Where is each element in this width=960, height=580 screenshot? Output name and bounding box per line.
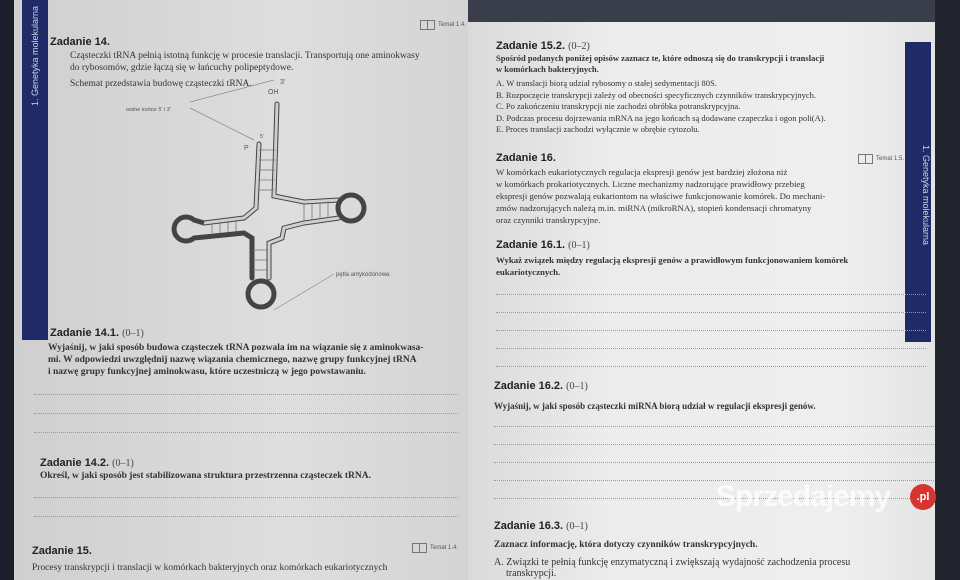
temat-ref-16 [858, 154, 904, 164]
text-line: i nazwę grupy funkcyjnej aminokwasu, które uczestniczą w jego powstawaniu. [48, 367, 366, 377]
chapter-label: 1. Genetyka molekularna [30, 6, 40, 107]
task-16-2-title [494, 380, 588, 392]
task-14-2-text: Określ, w jaki sposób jest stabilizowana struktura przestrzenna cząsteczek tRNA. [40, 471, 371, 481]
text-line: eukariotycznych. [496, 267, 561, 277]
points: (0–2) [568, 41, 590, 52]
answer-line[interactable] [496, 348, 926, 349]
task-14-2-title [40, 457, 134, 469]
points: (0–1) [568, 240, 590, 251]
text-line: Wykaż związek między regulacją ekspresji genów a prawidłowym funkcjonowaniem komórek [496, 255, 849, 265]
trna-diagram [104, 78, 404, 323]
t-loop [338, 195, 364, 221]
watermark-logo: Sprzedajemy [716, 480, 891, 513]
book-icon [412, 543, 427, 553]
text-line: Spośród podanych poniżej opisów zaznacz te, które odnoszą się do transkrypcji i translacji [496, 53, 825, 63]
task-16-1-title [496, 239, 590, 251]
title: Zadanie 14.2. [40, 457, 110, 469]
chapter-strip-right [905, 42, 931, 342]
points: (0–1) [566, 521, 588, 532]
answer-line[interactable] [34, 497, 458, 498]
option-a[interactable]: A. Związki te pełnią funkcję enzymatyczną i zwiększają wydajność zachodzenia procesu [494, 557, 851, 568]
text-line: W komórkach eukariotycznych regulacja ekspresji genów jest bardziej złożona niż [496, 167, 788, 177]
option-d[interactable]: D. Podczas procesu dojrzewania mRNA na jego końcach są dodawane czapeczka i ogon poli(A). [496, 112, 826, 123]
task-15-text: Procesy transkrypcji i translacji w komórkach bakteryjnych oraz komórkach eukariotycznych [32, 563, 388, 573]
label-5-prime: 5' [260, 134, 264, 140]
option-a-cont: transkrypcji. [506, 568, 557, 579]
text-line: Schemat przedstawia budowę cząsteczki tRNA. [70, 79, 252, 89]
text-line: mi. W odpowiedzi uwzględnij nazwę wiązania chemicznego, nazwę grupy funkcyjnej tRNA [48, 355, 417, 365]
label-p: P [244, 145, 249, 152]
text-line: do rybosomów, gdzie łączą się w łańcuchy polipeptydowe. [70, 63, 294, 73]
left-page [14, 0, 470, 580]
task-14-title: Zadanie 14. [50, 36, 110, 48]
answer-line[interactable] [34, 413, 458, 414]
pointer-line [274, 274, 334, 310]
background-dark-edge [935, 0, 960, 580]
task-14-1-title [50, 327, 144, 339]
temat-label: Temat 1.4. [430, 545, 459, 551]
title: Zadanie 16.2. [494, 380, 564, 392]
task-14-1-text [48, 342, 478, 378]
title: Zadanie 16.3. [494, 520, 564, 532]
task-15-2-body [496, 53, 901, 136]
answer-line[interactable] [494, 426, 934, 427]
answer-line[interactable] [496, 312, 926, 313]
task-16-1-text [496, 254, 848, 278]
title: Zadanie 16.1. [496, 239, 566, 251]
anticodon-loop [248, 281, 274, 307]
task-16-text [496, 166, 825, 226]
text-line: Cząsteczki tRNA pełnią istotną funkcję w procesie translacji. Transportują one aminokwasy [70, 51, 420, 61]
label-3-prime: 3' [280, 79, 286, 86]
pointer-line [190, 108, 254, 140]
background-dark [468, 0, 960, 24]
option-b[interactable]: B. Rozpoczęcie transkrypcji zależy od obecności specyficznych czynników transkrypcyjnych. [496, 89, 817, 100]
text-line: oraz czynniki transkrypcyjne. [496, 215, 601, 225]
title: Zadanie 15.2. [496, 40, 566, 52]
chapter-label: 1. Genetyka molekularna [921, 144, 931, 246]
temat-ref-15 [412, 543, 458, 553]
task-15-title: Zadanie 15. [32, 545, 92, 557]
watermark-badge: .pl [910, 484, 936, 510]
task-15-2-title [496, 40, 590, 52]
trna-backbone [204, 104, 339, 278]
points: (0–1) [122, 328, 144, 339]
answer-line[interactable] [34, 516, 458, 517]
title: Zadanie 14.1. [50, 327, 120, 339]
points: (0–1) [566, 381, 588, 392]
answer-line[interactable] [496, 366, 926, 367]
text-line: zmów nadzorujących należą m.in. miRNA (mikroRNA), stopień kondensacji chromatyny [496, 203, 812, 213]
task-16-2-text: Wyjaśnij, w jaki sposób cząsteczki miRNA biorą udział w regulacji ekspresji genów. [494, 401, 816, 411]
text-line: ekspresji genów pozwalają eukariontom na właściwe funkcjonowanie komórek. Do mechani- [496, 191, 826, 201]
book-icon [420, 20, 435, 30]
task-16-title: Zadanie 16. [496, 152, 556, 164]
text-line: w komórkach bakteryjnych. [496, 64, 599, 74]
label-anticodon-loop: pętla antykodonowa [336, 272, 390, 278]
label-free-ends: wolne końce 5' i 3' [126, 107, 171, 113]
chapter-strip-left [22, 0, 48, 340]
task-15-2-question [496, 53, 901, 75]
answer-line[interactable] [34, 394, 458, 395]
answer-line[interactable] [494, 462, 934, 463]
option-c[interactable]: C. Po zakończeniu transkrypcji nie zachodzi obróbka potranskrypcyjna. [496, 101, 741, 111]
text-line: Wyjaśnij, w jaki sposób budowa cząsteczek tRNA pozwala im na wiązanie się z aminokwasa- [48, 343, 424, 353]
task-16-3-options [494, 557, 850, 579]
temat-label: Temat 1.5. [876, 156, 905, 162]
task-16-3-text: Zaznacz informację, która dotyczy czynników transkrypcyjnych. [494, 540, 758, 550]
answer-line[interactable] [34, 432, 458, 433]
points: (0–1) [112, 458, 134, 469]
task-16-3-title [494, 520, 588, 532]
book-icon [858, 154, 873, 164]
label-oh: OH [268, 89, 279, 96]
text-line: w komórkach prokariotycznych. Liczne mechanizmy nadzorujące prawidłowy przebieg [496, 179, 805, 189]
answer-line[interactable] [494, 444, 934, 445]
option-a[interactable]: A. W translacji biorą udział rybosomy o stałej sedymentacji 80S. [496, 78, 717, 88]
option-e[interactable]: E. Proces translacji zachodzi wyłącznie w obrębie cytozolu. [496, 124, 700, 134]
answer-line[interactable] [496, 294, 926, 295]
pointer-line [190, 80, 274, 102]
answer-line[interactable] [496, 330, 926, 331]
task-15-2-options [496, 78, 901, 136]
temat-ref-14 [420, 20, 466, 30]
temat-label: Temat 1.4. [438, 22, 467, 28]
